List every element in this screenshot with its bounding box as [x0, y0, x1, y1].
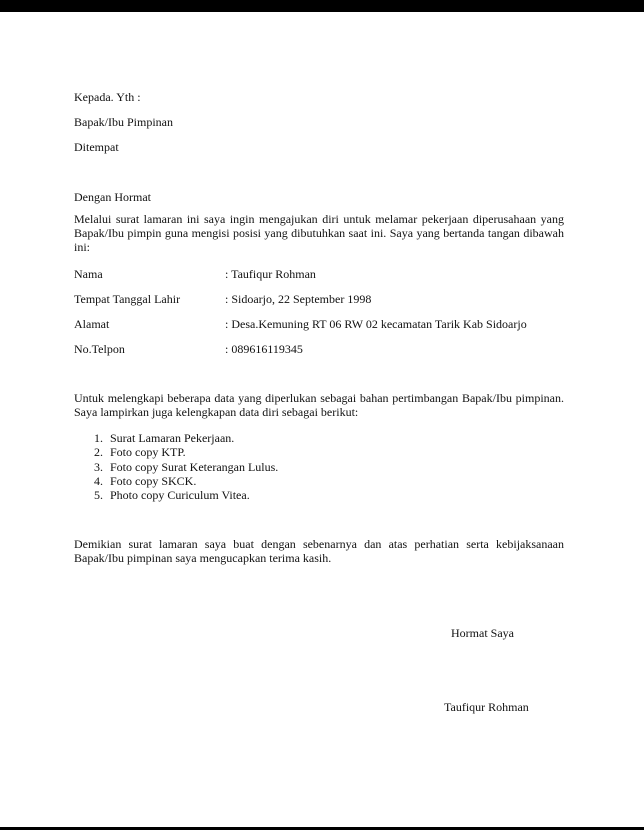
detail-label-name: Nama — [74, 267, 103, 281]
recipient-line-2: Bapak/Ibu Pimpinan — [74, 115, 173, 129]
detail-value-birth: : Sidoarjo, 22 September 1998 — [225, 292, 372, 306]
detail-value-phone: : 089616119345 — [225, 342, 303, 356]
list-item-text: Foto copy Surat Keterangan Lulus. — [110, 459, 279, 474]
greeting: Dengan Hormat — [74, 190, 151, 204]
attachment-list — [94, 431, 278, 502]
letter-page — [0, 12, 644, 827]
list-item-text: Foto copy SKCK. — [110, 473, 197, 488]
detail-label-phone: No.Telpon — [74, 342, 125, 356]
sign-off: Hormat Saya — [451, 626, 514, 640]
signature-name: Taufiqur Rohman — [444, 700, 529, 714]
list-item-number: 1. — [94, 431, 103, 445]
attachment-intro-paragraph: Untuk melengkapi beberapa data yang diperlukan sebagai bahan pertimbangan Bapak/Ibu pimpinan. Saya lampirkan juga kelengkapan data diri sebagai berikut: — [74, 391, 564, 419]
list-item-number: 4. — [94, 473, 103, 488]
list-item-number: 5. — [94, 488, 103, 503]
detail-value-name: : Taufiqur Rohman — [225, 267, 316, 281]
list-item — [94, 445, 278, 460]
list-item — [94, 488, 278, 503]
recipient-line-3: Ditempat — [74, 140, 119, 154]
list-item — [94, 459, 279, 474]
recipient-line-1: Kepada. Yth : — [74, 90, 141, 104]
detail-label-birth: Tempat Tanggal Lahir — [74, 292, 181, 306]
detail-label-address: Alamat — [74, 317, 110, 331]
closing-paragraph: Demikian surat lamaran saya buat dengan sebenarnya dan atas perhatian serta kebijaksanaan Bapak/Ibu pimpinan saya mengucapkan terima kasih. — [74, 537, 564, 565]
list-item-text: Photo copy Curiculum Vitea. — [110, 488, 250, 503]
list-item-number: 2. — [94, 445, 103, 460]
list-item — [94, 431, 278, 445]
list-item-text: Surat Lamaran Pekerjaan. — [110, 431, 235, 445]
detail-value-address: : Desa.Kemuning RT 06 RW 02 kecamatan Tarik Kab Sidoarjo — [225, 317, 527, 331]
list-item-number: 3. — [94, 459, 103, 474]
list-item-text: Foto copy KTP. — [110, 445, 186, 460]
intro-paragraph: Melalui surat lamaran ini saya ingin mengajukan diri untuk melamar pekerjaan diperusahaan yang Bapak/Ibu pimpin guna mengisi posisi yang dibutuhkan saat ini. Saya yang bertanda tangan dibawah ini: — [74, 212, 564, 254]
list-item — [94, 473, 278, 488]
